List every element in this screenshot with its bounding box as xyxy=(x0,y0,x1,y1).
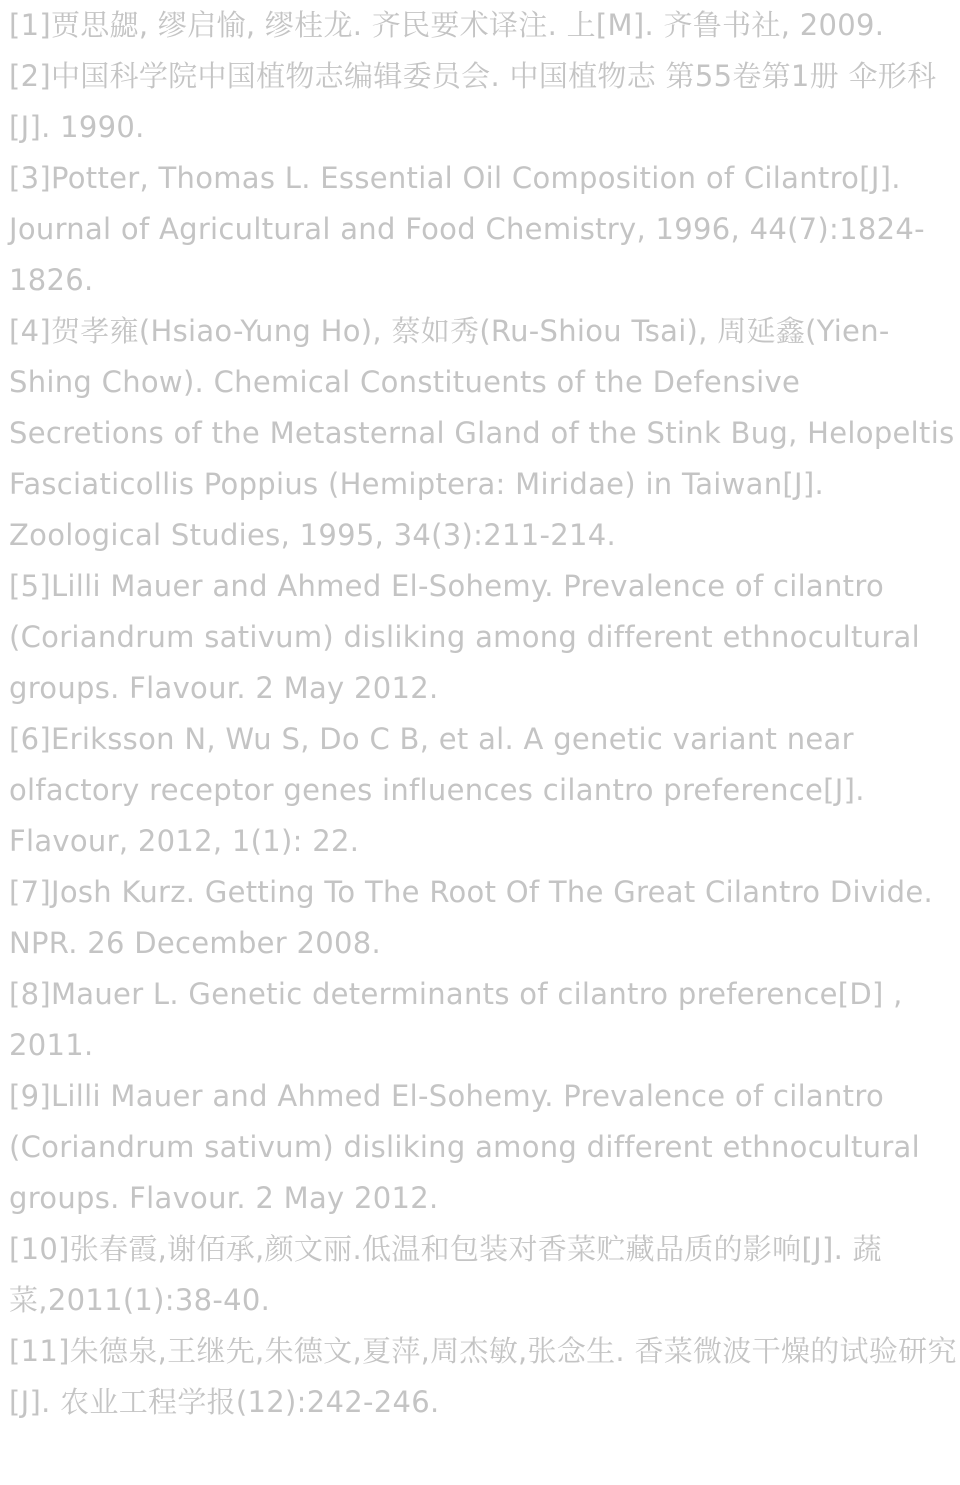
reference-item: [5]Lilli Mauer and Ahmed El-Sohemy. Prevalence of cilantro (Coriandrum sativum) disliking among different ethnocultural groups. Flavour. 2 May 2012. xyxy=(9,569,920,705)
reference-item: [1]贾思勰, 缪启愉, 缪桂龙. 齐民要术译注. 上[M]. 齐鲁书社, 2009. xyxy=(9,8,885,42)
reference-item: [6]Eriksson N, Wu S, Do C B, et al. A genetic variant near olfactory receptor genes influences cilantro preference[J]. Flavour, 2012, 1(1): 22. xyxy=(9,722,865,858)
reference-item: [2]中国科学院中国植物志编辑委员会. 中国植物志 第55卷第1册 伞形科[J]. 1990. xyxy=(9,59,937,144)
reference-item: [11]朱德泉,王继先,朱德文,夏萍,周杰敏,张念生. 香菜微波干燥的试验研究[J]. 农业工程学报(12):242-246. xyxy=(9,1334,957,1419)
reference-list xyxy=(9,0,960,1428)
reference-item: [3]Potter, Thomas L. Essential Oil Composition of Cilantro[J]. Journal of Agricultural and Food Chemistry, 1996, 44(7):1824-1826. xyxy=(9,161,925,297)
reference-item: [9]Lilli Mauer and Ahmed El-Sohemy. Prevalence of cilantro (Coriandrum sativum) disliking among different ethnocultural groups. Flavour. 2 May 2012. xyxy=(9,1079,920,1215)
reference-item: [8]Mauer L. Genetic determinants of cilantro preference[D] , 2011. xyxy=(9,977,903,1062)
reference-item: [4]贺孝雍(Hsiao-Yung Ho), 蔡如秀(Ru-Shiou Tsai), 周延鑫(Yien-Shing Chow). Chemical Constituents of the Defensive Secretions of the Metasternal Gland of the Stink Bug, Helopeltis Fasciaticollis Poppius (Hemiptera: Miridae) in Taiwan[J]. Zoological Studies, 1995, 34(3):211-214. xyxy=(9,314,955,552)
reference-item: [10]张春霞,谢佰承,颜文丽.低温和包装对香菜贮藏品质的影响[J]. 蔬菜,2011(1):38-40. xyxy=(9,1232,882,1317)
reference-item: [7]Josh Kurz. Getting To The Root Of The Great Cilantro Divide. NPR. 26 December 2008. xyxy=(9,875,934,960)
